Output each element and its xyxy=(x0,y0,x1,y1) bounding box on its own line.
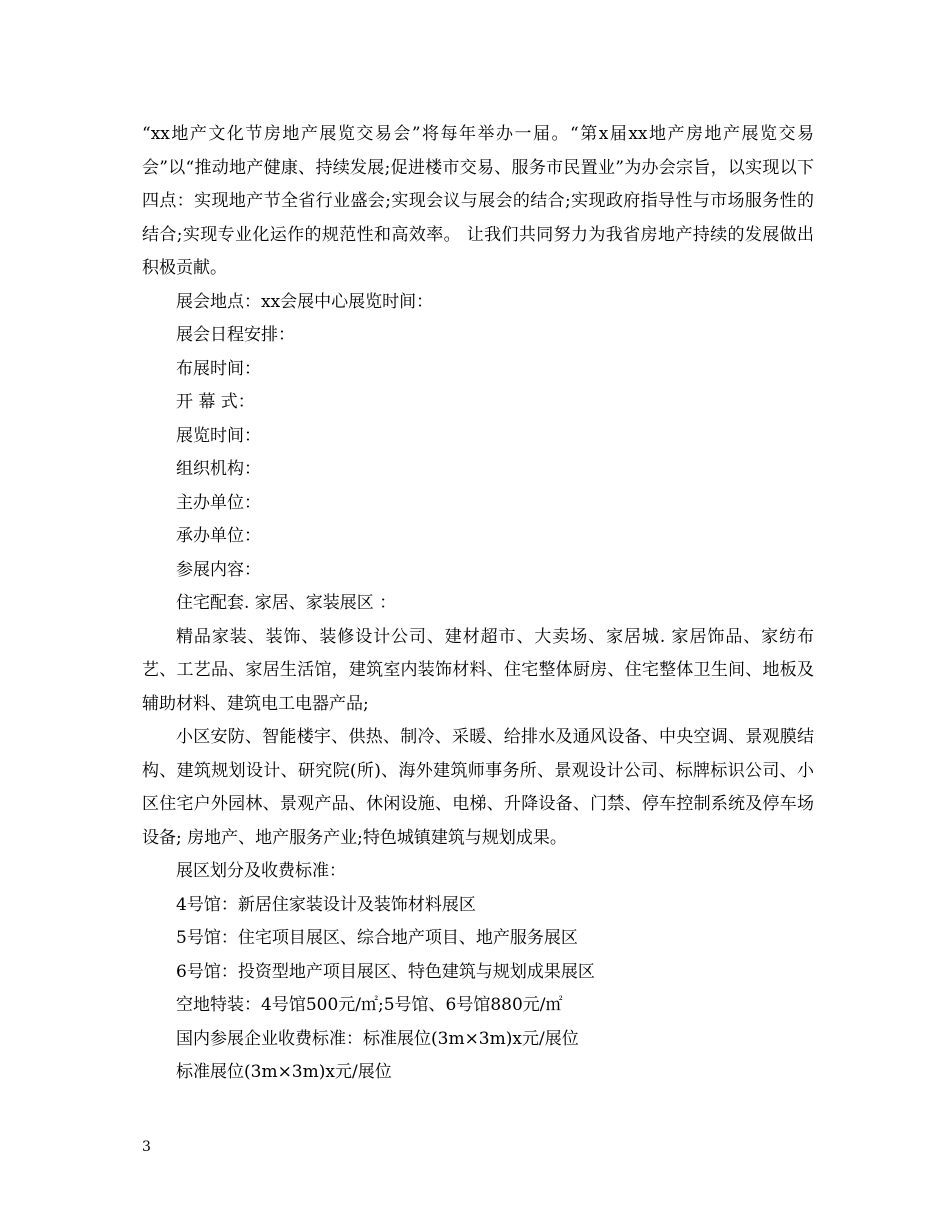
body-paragraph: 5号馆：住宅项目展区、综合地产项目、地产服务展区 xyxy=(176,928,578,948)
body-paragraph: 国内参展企业收费标准：标准展位(3m×3m)x元/展位 xyxy=(176,1028,579,1049)
body-paragraph: 小区安防、智能楼宇、供热、制冷、采暖、给排水及通风设备、中央空调、景观膜结构、建筑规划设计、研究院(所)、海外建筑师事务所、景观设计公司、标牌标识公司、小区住宅户外园林、景观产品、休闲设施、电梯、升降设备、门禁、停车控制系统及停车场设备; 房地产、地产服务产业;特色城镇建筑与规划成果。 xyxy=(142,727,814,848)
page-number: 3 xyxy=(142,1139,151,1155)
body-paragraph: 精品家装、装饰、装修设计公司、建材超市、大卖场、家居城. 家居饰品、家纺布艺、工艺品、家居生活馆，建筑室内装饰材料、住宅整体厨房、住宅整体卫生间、地板及辅助材料、建筑电工电器产品; xyxy=(142,626,814,714)
body-paragraph: 开 幕 式： xyxy=(176,392,255,412)
body-paragraph: 标准展位(3m×3m)x元/展位 xyxy=(176,1062,392,1082)
body-paragraph: 4号馆：新居住家装设计及装饰材料展区 xyxy=(176,894,476,915)
body-paragraph: 展区划分及收费标准： xyxy=(176,861,346,881)
body-paragraph: 展会地点：xx会展中心展览时间： xyxy=(176,291,434,312)
body-paragraph: 展览时间： xyxy=(176,425,261,446)
body-paragraph: 主办单位： xyxy=(176,492,261,513)
body-paragraph: 参展内容： xyxy=(176,559,261,580)
document-body xyxy=(142,118,814,1090)
body-paragraph: 承办单位： xyxy=(176,526,261,546)
body-paragraph: 布展时间： xyxy=(176,358,261,379)
body-paragraph: 住宅配套. 家居、家装展区 ： xyxy=(176,593,397,613)
body-paragraph: “xx地产文化节房地产展览交易会”将每年举办一届。“第x届xx地产房地产展览交易会”以“推动地产健康、持续发展;促进楼市交易、服务市民置业”为办会宗旨，以实现以下四点：实现地产节全省行业盛会;实现会议与展会的结合;实现政府指导性与市场服务性的结合;实现专业化运作的规范性和高效率。 让我们共同努力为我省房地产持续的发展做出积极贡献。 xyxy=(142,124,814,278)
body-paragraph: 组织机构： xyxy=(176,459,261,479)
body-paragraph: 展会日程安排： xyxy=(176,325,295,345)
body-paragraph: 空地特装：4号馆500元/㎡;5号馆、6号馆880元/㎡ xyxy=(176,995,563,1015)
body-paragraph: 6号馆：投资型地产项目展区、特色建筑与规划成果展区 xyxy=(176,961,595,982)
